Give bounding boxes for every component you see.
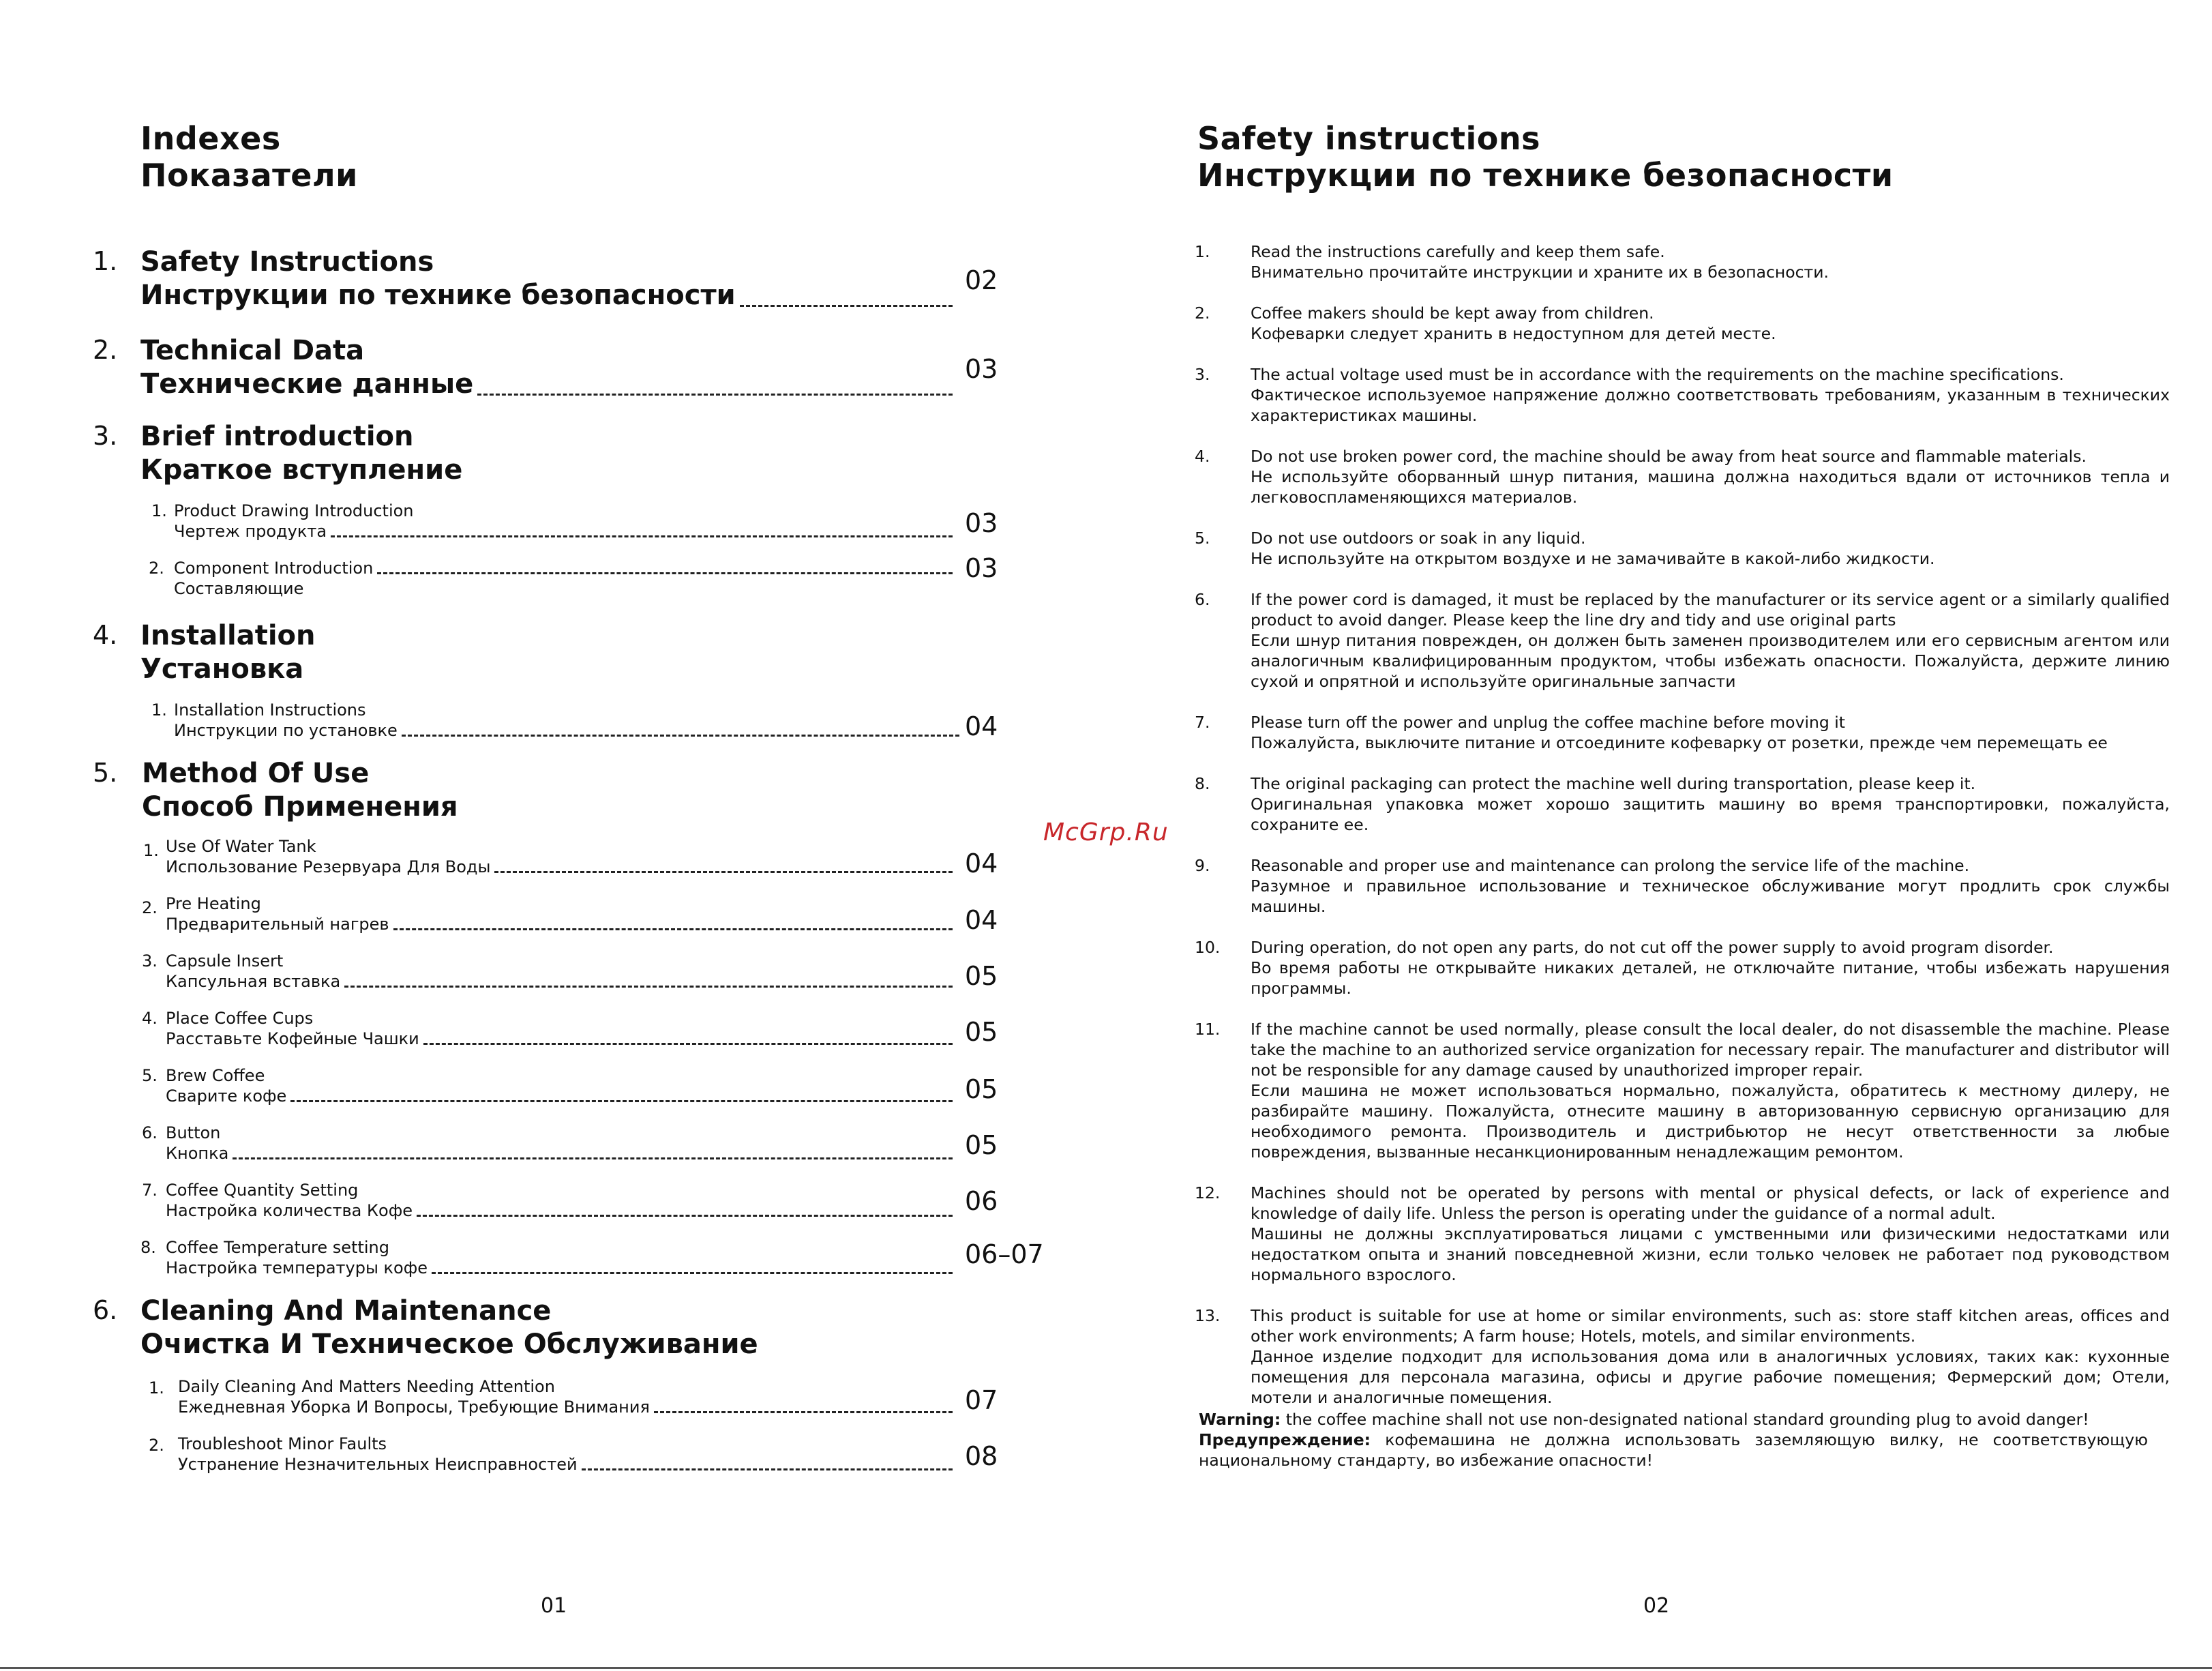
safety-item-ru: Данное изделие подходит для использования дома или в аналогичных условиях, таких как: кухонные помещения для персонала магазина, офисы и другие рабочие помещения; Фермерский дом; Отели, мотели и аналогичные помещения. [1251,1347,2170,1407]
warning-label-en: Warning: [1199,1410,1281,1429]
dotted-leader [432,1272,953,1274]
safety-item-ru: Оригинальная упаковка может хорошо защитить машину во время транспортировки, пожалуйста, сохраните ее. [1251,795,2170,834]
toc-page-number: 04 [965,848,998,878]
toc-subitem-title-en: Troubleshoot Minor Faults [178,1434,387,1453]
dotted-leader [344,986,953,988]
safety-item-number: 4. [1195,447,1210,466]
toc-subitem-title-ru: Предварительный нагрев [166,915,389,934]
safety-item-en: Please turn off the power and unplug the coffee machine before moving it [1251,713,1846,732]
toc-subitem [0,1376,1106,1419]
dotted-leader [740,305,953,307]
toc-subitem [0,1065,1106,1108]
toc-subitem-title-en: Capsule Insert [166,951,284,971]
toc-subitem-title-ru: Кнопка [166,1144,229,1163]
toc-subitem [0,1180,1106,1222]
dotted-leader [377,572,953,574]
toc-subitem-number: 6. [142,1123,158,1142]
warning-text-en: the coffee machine shall not use non-designated national standard grounding plug to avoid danger! [1285,1410,2089,1429]
toc-section-title-en: Method Of Use [142,758,370,789]
safety-item [1195,364,2170,426]
toc-subitem [0,501,1106,543]
toc-section-title-en: Brief introduction [140,421,414,452]
toc-subitem-title-ru: Составляющие [174,579,304,598]
dotted-leader [417,1215,953,1217]
safety-item [1195,1019,2170,1162]
page-number-left: 01 [541,1594,567,1618]
safety-list [1195,241,2170,1428]
toc-section-title-ru: Установка [140,653,304,685]
safety-item-en: During operation, do not open any parts, do not cut off the power supply to avoid program disorder. [1251,938,2054,957]
toc-subitem [0,1008,1106,1050]
safety-item-number: 2. [1195,304,1210,323]
toc-subitem [0,700,1106,742]
warning-label-ru: Предупреждение: [1199,1430,1371,1449]
safety-item-en: The actual voltage used must be in accordance with the requirements on the machine specifications. [1251,365,2064,384]
toc-subitem-title-en: Button [166,1123,221,1142]
safety-item-number: 13. [1195,1306,1221,1325]
toc-subitem-title-en: Coffee Quantity Setting [166,1181,359,1200]
toc-page-number: 04 [965,711,998,741]
toc-leader-row [174,720,962,741]
safety-item-ru: Во время работы не открывайте никаких деталей, не отключайте питание, чтобы избежать нарушения программы. [1251,958,2170,998]
toc-subitem-title-ru: Расставьте Кофейные Чашки [166,1029,419,1048]
safety-item-number: 11. [1195,1020,1221,1039]
toc-leader-row [166,1029,955,1049]
safety-item-en: The original packaging can protect the machine well during transportation, please keep it. [1251,774,1976,793]
safety-item [1195,773,2170,835]
toc-section-title-en: Cleaning And Maintenance [140,1295,552,1327]
toc-page-number: 08 [965,1441,998,1471]
safety-item-number: 5. [1195,529,1210,548]
safety-item [1195,446,2170,507]
toc-section-title-en: Installation [140,620,316,651]
dotted-leader [290,1100,953,1102]
toc-leader-row [166,857,955,877]
toc-subitem-number: 1. [151,700,167,720]
toc-page-number: 05 [965,1074,998,1104]
toc-subitem-title-ru: Устранение Незначительных Неисправностей [178,1455,578,1474]
warning-text-ru: кофемашина не должна использовать заземляющую вилку, не соответствующую национальному стандарту, во избежание опасности! [1199,1430,2148,1470]
dotted-leader [331,535,953,537]
toc-leader-row [166,1086,955,1106]
toc-page-number: 06 [965,1186,998,1216]
toc-subitem-title-ru: Использование Резервуара Для Воды [166,857,491,876]
index-title [140,120,358,194]
toc-subitem-number: 3. [142,951,158,971]
toc-subitem-title-en: Daily Cleaning And Matters Needing Attention [178,1377,555,1396]
toc-section-title-ru: Краткое вступление [140,454,463,486]
toc-section-number: 2. [93,335,118,365]
toc-page-number: 03 [965,508,998,538]
dotted-leader [654,1411,953,1413]
toc-subitem-title-en: Coffee Temperature setting [166,1238,389,1257]
toc-subitem-title-ru: Настройка количества Кофе [166,1201,413,1220]
safety-item-en: Machines should not be operated by persons with mental or physical defects, or lack of experience and knowledge of daily life. Unless the person is operating under the guidance of a normal adult. [1251,1183,2170,1223]
safety-item [1195,1305,2170,1408]
toc-subitem-title-ru: Инструкции по установке [174,721,398,740]
toc-subitem-number: 8. [140,1238,156,1257]
safety-item [1195,303,2170,344]
safety-item-en: If the machine cannot be used normally, please consult the local dealer, do not disassemble the machine. Please take the machine to an authorized service organization for necessary repair. The manufacturer and distributor will not be responsible for any damage caused by unauthorized improper repair. [1251,1020,2170,1080]
toc-leader-row [140,279,955,312]
toc-section-title-ru: Инструкции по технике безопасности [140,280,736,311]
toc-section-number: 5. [93,758,118,788]
toc-subitem-title-en: Pre Heating [166,894,261,913]
safety-item-number: 12. [1195,1183,1221,1202]
watermark: McGrp.Ru [1043,818,1169,846]
toc-subitem-number: 4. [142,1009,158,1028]
safety-item [1195,855,2170,917]
safety-item-ru: Если машина не может использоваться нормально, пожалуйста, обратитесь к местному дилеру, не разбирайте машину. Пожалуйста, отнесите машину в авторизованную сервисную организацию для необходимого ремонта. Производитель и дистрибьютор не несут ответственности за любые повреждения, вызванные несанкционированным ненадлежащим ремонтом. [1251,1081,2170,1162]
toc-subitem-number: 1. [151,501,167,520]
toc-subitem-title-en: Component Introduction [174,559,374,578]
toc-leader-row [178,1397,955,1417]
safety-item-en: Reasonable and proper use and maintenance can prolong the service life of the machine. [1251,856,1970,875]
toc-leader-row [178,1454,955,1475]
safety-item-ru: Если шнур питания поврежден, он должен быть заменен производителем или его сервисным агентом или аналогичным квалифицированным продуктом, чтобы избежать опасности. Пожалуйста, держите линию сухой и опрятной и используйте оригинальные запчасти [1251,631,2170,691]
safety-item [1195,241,2170,282]
toc-subitem [0,836,1106,878]
index-title-en: Indexes [140,120,281,157]
toc-page-number: 06–07 [965,1239,1044,1269]
toc-subitem-title-en: Use Of Water Tank [166,837,316,856]
toc-subitem-title-ru: Ежедневная Уборка И Вопросы, Требующие Внимания [178,1398,650,1417]
toc-subitem [0,951,1106,993]
toc-subitem-title-en: Product Drawing Introduction [174,501,414,520]
toc-subitem-number: 1. [149,1378,164,1398]
toc-subitem-title-ru: Капсульная вставка [166,972,341,991]
bottom-divider [0,1667,2212,1669]
toc-subitem-number: 1. [143,841,159,860]
warning-box [1199,1409,2148,1470]
toc-leader-row [140,368,955,401]
toc-section-title-en: Safety Instructions [140,246,434,278]
safety-item-number: 8. [1195,774,1210,793]
safety-item-number: 9. [1195,856,1210,875]
toc-page-number: 05 [965,1017,998,1047]
toc-subitem-title-ru: Сварите кофе [166,1086,287,1106]
dotted-leader [494,871,953,873]
toc-section-number: 1. [93,246,118,276]
safety-item-en: Read the instructions carefully and keep them safe. [1251,242,1665,261]
safety-item [1195,1183,2170,1285]
toc-page-number: 02 [965,265,998,295]
safety-item-ru: Разумное и правильное использование и техническое обслуживание могут продлить срок службы машины. [1251,876,2170,916]
toc-subitem-number: 2. [149,1436,164,1455]
safety-item-ru: Внимательно прочитайте инструкции и храните их в безопасности. [1251,263,1829,282]
toc-leader-row [166,914,955,934]
safety-item-en: Do not use broken power cord, the machine should be away from heat source and flammable materials. [1251,447,2087,466]
toc-leader-row [166,971,955,992]
safety-item-en: This product is suitable for use at home or similar environments, such as: store staff kitchen areas, offices and other work environments; A farm house; Hotels, motels, and similar environments. [1251,1306,2170,1346]
safety-item [1195,528,2170,569]
toc-section-number: 3. [93,421,118,451]
dotted-leader [402,735,959,737]
safety-item-en: Coffee makers should be kept away from children. [1251,304,1654,323]
dotted-leader [582,1468,953,1470]
safety-item-number: 7. [1195,713,1210,732]
index-title-ru: Показатели [140,157,358,194]
safety-item [1195,589,2170,692]
toc-subitem-number: 7. [142,1181,158,1200]
safety-item-ru: Фактическое используемое напряжение должно соответствовать требованиям, указанным в технических характеристиках машины. [1251,385,2170,425]
safety-page [1106,0,2212,1671]
toc-page-number: 05 [965,961,998,991]
toc-leader-row [174,558,955,578]
toc-page-number: 03 [965,354,998,384]
safety-item-number: 6. [1195,590,1210,609]
toc-subitem-number: 5. [142,1066,158,1085]
toc-subitem-number: 2. [142,898,158,917]
toc-subitem-title-en: Brew Coffee [166,1066,265,1085]
toc-leader-row [166,1200,955,1221]
safety-title-en: Safety instructions [1197,120,1540,157]
safety-title-ru: Инструкции по технике безопасности [1197,157,1894,194]
safety-item-number: 1. [1195,242,1210,261]
toc-section-title-ru: Очистка И Техническое Обслуживание [140,1329,758,1360]
safety-item-ru: Кофеварки следует хранить в недоступном для детей месте. [1251,324,1776,343]
toc-page-number: 07 [965,1385,998,1415]
dotted-leader [423,1043,953,1045]
toc-page-number: 03 [965,553,998,583]
toc-subitem-title-en: Installation Instructions [174,700,366,720]
toc-leader-row [166,1143,955,1164]
toc-section-number: 6. [93,1295,118,1325]
toc-subitem [0,1237,1106,1280]
toc-leader-row [174,521,955,542]
toc-section-title-en: Technical Data [140,335,365,366]
toc-page-number: 04 [965,905,998,935]
toc-subitem-title-ru: Настройка температуры кофе [166,1258,428,1277]
toc-subitem [0,893,1106,936]
toc-subitem-title-en: Place Coffee Cups [166,1009,314,1028]
toc-section-title-ru: Технические данные [140,368,474,400]
safety-title [1197,120,1894,194]
safety-item-number: 10. [1195,938,1221,957]
toc-subitem [0,1434,1106,1476]
safety-item [1195,712,2170,753]
safety-item-ru: Пожалуйста, выключите питание и отсоедините кофеварку от розетки, прежде чем перемещать ее [1251,733,2108,752]
safety-item-ru: Не используйте оборванный шнур питания, машина должна находиться вдали от источников тепла и легковоспламеняющихся материалов. [1251,467,2170,507]
dotted-leader [477,394,953,396]
dotted-leader [233,1157,953,1159]
safety-item-en: Do not use outdoors or soak in any liquid. [1251,529,1586,548]
toc-subitem-title-ru: Чертеж продукта [174,522,327,541]
toc-subitem [0,1123,1106,1165]
safety-item-ru: Машины не должны эксплуатироваться лицами с умственными или физическими недостатками или недостатком опыта и знаний повседневной жизни, если только человек не работает под руководством нормального взрослого. [1251,1224,2170,1284]
toc-subitem [0,553,1106,600]
toc-subitem-number: 2. [149,559,164,578]
safety-item-en: If the power cord is damaged, it must be replaced by the manufacturer or its service agent or a similarly qualified product to avoid danger. Please keep the line dry and tidy and use original parts [1251,590,2170,630]
dotted-leader [393,928,953,930]
toc-page-number: 05 [965,1130,998,1160]
toc-section-title-ru: Способ Применения [142,791,458,823]
safety-item [1195,937,2170,999]
page-number-right: 02 [1643,1594,1670,1618]
toc-section-number: 4. [93,620,118,650]
safety-item-ru: Не используйте на открытом воздухе и не замачивайте в какой-либо жидкости. [1251,549,1935,568]
safety-item-number: 3. [1195,365,1210,384]
toc-leader-row [166,1258,955,1278]
